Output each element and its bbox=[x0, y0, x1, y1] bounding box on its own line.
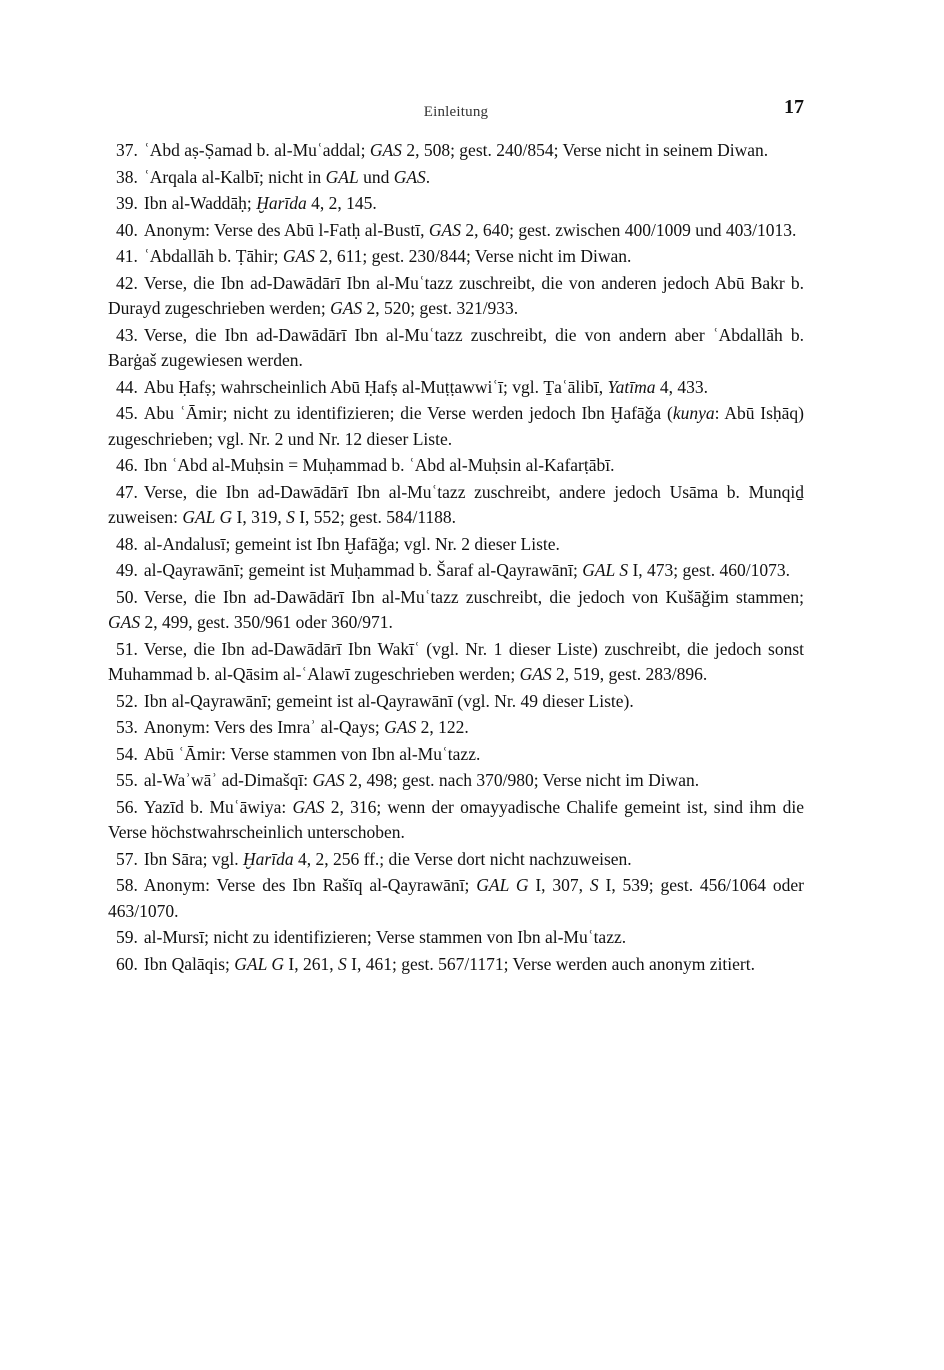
entry-text: 4, 433. bbox=[655, 376, 709, 397]
footnote-entry bbox=[108, 742, 804, 768]
entry-text: . bbox=[425, 166, 431, 187]
entry-text: I, 539; gest. 456/1064 oder 463/1070. bbox=[108, 875, 804, 921]
entry-text: al-Qayrawānī; gemeint ist Muḥammad b. Šaraf al-Qayrawānī; bbox=[143, 560, 583, 580]
running-head: Einleitung bbox=[423, 104, 489, 120]
entry-text: 2, 499, gest. 350/961 oder 360/971. bbox=[140, 612, 393, 632]
entry-number: 47. bbox=[116, 481, 138, 502]
entry-text: Ibn ʿAbd al-Muḥsin = Muḥammad b. ʿAbd al-Muḥsin al-Kafarṭābī. bbox=[143, 455, 615, 475]
entry-italic-text: Ḫarīda bbox=[256, 193, 307, 213]
entry-text: Verse, die Ibn ad-Dawādārī Ibn Wakīʿ (vgl. Nr. 1 dieser Liste) zuschreibt, die jedoch sonst Muhammad b. al-Qāsim al-ʿAlawī zugeschrieben werden; bbox=[108, 638, 804, 684]
entry-text: al-Waʾwāʾ ad-Dimašqī: bbox=[143, 770, 313, 790]
entry-number: 50. bbox=[116, 586, 138, 607]
entry-text: 2, 611; gest. 230/844; Verse nicht im Diwan. bbox=[314, 246, 632, 266]
footnote-entry bbox=[108, 637, 804, 688]
entry-text: 2, 122. bbox=[416, 717, 469, 737]
footnote-entry bbox=[108, 244, 804, 270]
footnote-entry bbox=[108, 401, 804, 452]
entry-number: 55. bbox=[116, 770, 138, 790]
entry-number: 54. bbox=[116, 743, 138, 764]
entry-number: 46. bbox=[116, 455, 138, 475]
entry-text: 2, 519, gest. 283/896. bbox=[551, 664, 708, 684]
entry-text: Abū ʿĀmir: Verse stammen von Ibn al-Muʿtazz. bbox=[143, 743, 481, 764]
entry-number: 41. bbox=[116, 246, 138, 266]
entry-italic-text: GAS bbox=[330, 298, 363, 318]
footnote-entry bbox=[108, 480, 804, 531]
entry-text: Yazīd b. Muʿāwiya: bbox=[143, 796, 293, 817]
entry-text: al-Mursī; nicht zu identifizieren; Verse stammen von Ibn al-Muʿtazz. bbox=[143, 927, 627, 947]
entry-italic-text: GAS bbox=[369, 140, 402, 160]
entry-number: 49. bbox=[116, 560, 138, 580]
entry-text: 2, 498; gest. nach 370/980; Verse nicht im Diwan. bbox=[344, 770, 700, 790]
entry-italic-text: GAS bbox=[519, 664, 552, 684]
entry-italic-text: GAS bbox=[428, 219, 461, 240]
footnote-entry bbox=[108, 271, 804, 322]
entry-text: I, 319, bbox=[232, 507, 287, 527]
footnote-entry bbox=[108, 585, 804, 636]
entry-text: Verse, die Ibn ad-Dawādārī Ibn al-Muʿtazz zuschreibt, andere jedoch Usāma b. Munqiḏ zuweisen: bbox=[108, 481, 804, 527]
entry-number: 40. bbox=[116, 219, 138, 240]
entry-number: 56. bbox=[116, 796, 138, 817]
entry-text: Abu ʿĀmir; nicht zu identifizieren; die Verse werden jedoch Ibn Ḫafāǧa ( bbox=[143, 403, 673, 423]
entry-text: Abu Ḥafṣ; wahrscheinlich Abū Ḥafṣ al-Muṭṭawwiʿī; vgl. Ṯaʿālibī, bbox=[143, 376, 608, 397]
entry-text: 2, 508; gest. 240/854; Verse nicht in seinem Diwan. bbox=[401, 140, 769, 160]
entry-italic-text: GAS bbox=[384, 717, 417, 737]
page-header bbox=[108, 96, 804, 126]
entry-italic-text: Ḫarīda bbox=[243, 848, 294, 869]
entry-number: 52. bbox=[116, 690, 138, 711]
entry-text: Ibn al-Qayrawānī; gemeint ist al-Qayrawānī (vgl. Nr. 49 dieser Liste). bbox=[143, 690, 634, 711]
entry-italic-text: GAS bbox=[108, 612, 141, 632]
footnote-entry bbox=[108, 768, 804, 794]
entry-number: 57. bbox=[116, 848, 138, 869]
entry-text: I, 473; gest. 460/1073. bbox=[628, 560, 790, 580]
entry-number: 37. bbox=[116, 140, 138, 160]
entry-number: 58. bbox=[116, 875, 138, 895]
footnote-entry bbox=[108, 795, 804, 846]
footnote-entry bbox=[108, 323, 804, 374]
entry-text: : Abū Isḥāq) zugeschrieben; vgl. Nr. 2 und Nr. 12 dieser Liste. bbox=[108, 403, 804, 449]
entry-text: I, 261, bbox=[284, 953, 338, 974]
entry-italic-text: GAS bbox=[312, 770, 345, 790]
entry-text: I, 552; gest. 584/1188. bbox=[294, 507, 457, 527]
entry-italic-text: kunya bbox=[672, 403, 715, 423]
footnote-entry bbox=[108, 847, 804, 873]
entry-text: und bbox=[358, 166, 394, 187]
entry-italic-text: Yatīma bbox=[607, 376, 656, 397]
entry-italic-text: GAS bbox=[282, 246, 315, 266]
entry-text: Ibn al-Waddāḥ; bbox=[143, 193, 257, 213]
footnote-entry bbox=[108, 925, 804, 951]
entry-number: 48. bbox=[116, 533, 138, 554]
entry-text: Anonym: Vers des Imraʾ al-Qays; bbox=[143, 717, 385, 737]
footnote-entry bbox=[108, 952, 804, 978]
footnote-entry bbox=[108, 191, 804, 217]
entry-text: I, 461; gest. 567/1171; Verse werden auch anonym zitiert. bbox=[346, 953, 755, 974]
entry-text: ʿAbdallāh b. Ṭāhir; bbox=[143, 246, 283, 266]
footnote-entry bbox=[108, 218, 804, 244]
entry-italic-text: GAS bbox=[292, 796, 325, 817]
entry-text: Verse, die Ibn ad-Dawādārī Ibn al-Muʿtazz zuschreibt, die von andern aber ʿAbdallāh b. Barġaš zugewiesen werden. bbox=[108, 324, 804, 370]
entry-italic-text: GAL G bbox=[476, 875, 529, 895]
entry-text: Ibn Sāra; vgl. bbox=[143, 848, 244, 869]
footnote-entry bbox=[108, 689, 804, 715]
entry-text: ʿAbd aṣ-Ṣamad b. al-Muʿaddal; bbox=[143, 140, 370, 160]
page-number: 17 bbox=[784, 96, 804, 118]
footnote-entry bbox=[108, 453, 804, 479]
entry-italic-text: GAL G bbox=[234, 953, 285, 974]
entry-text: 4, 2, 145. bbox=[306, 193, 377, 213]
footnote-entry bbox=[108, 873, 804, 924]
entry-text: 2, 520; gest. 321/933. bbox=[362, 298, 519, 318]
entry-italic-text: S bbox=[286, 507, 295, 527]
entry-italic-text: GAL G bbox=[182, 507, 233, 527]
footnote-list bbox=[108, 138, 804, 978]
footnote-entry bbox=[108, 375, 804, 401]
entry-text: Anonym: Verse des Ibn Rašīq al-Qayrawānī; bbox=[143, 875, 477, 895]
entry-text: 2, 316; wenn der omayyadische Chalife gemeint ist, sind ihm die Verse höchstwahrscheinlich unterschoben. bbox=[108, 796, 804, 842]
entry-number: 45. bbox=[116, 403, 138, 423]
entry-text: 2, 640; gest. zwischen 400/1009 und 403/1013. bbox=[460, 219, 797, 240]
entry-text: I, 307, bbox=[528, 875, 590, 895]
entry-text: al-Andalusī; gemeint ist Ibn Ḫafāǧa; vgl. Nr. 2 dieser Liste. bbox=[143, 533, 560, 554]
entry-number: 39. bbox=[116, 193, 138, 213]
footnote-entry bbox=[108, 715, 804, 741]
entry-number: 38. bbox=[116, 166, 138, 187]
entry-italic-text: GAS bbox=[393, 166, 426, 187]
entry-number: 59. bbox=[116, 927, 138, 947]
entry-italic-text: GAL S bbox=[582, 560, 629, 580]
entry-number: 60. bbox=[116, 953, 138, 974]
entry-text: Anonym: Verse des Abū l-Fatḥ al-Bustī, bbox=[143, 219, 429, 240]
entry-text: Verse, die Ibn ad-Dawādārī Ibn al-Muʿtazz zuschreibt, die von anderen jedoch Abū Bakr b. Durayd zugeschrieben werden; bbox=[108, 272, 804, 318]
entry-text: 4, 2, 256 ff.; die Verse dort nicht nachzuweisen. bbox=[293, 848, 632, 869]
entry-italic-text: GAL bbox=[325, 166, 359, 187]
footnote-entry bbox=[108, 165, 804, 191]
entry-italic-text: S bbox=[338, 953, 347, 974]
entry-italic-text: S bbox=[589, 875, 599, 895]
entry-number: 44. bbox=[116, 376, 138, 397]
entry-text: Verse, die Ibn ad-Dawādārī Ibn al-Muʿtazz zuschreibt, die jedoch von Kušāǧim stammen; bbox=[143, 586, 804, 607]
footnote-entry bbox=[108, 138, 804, 164]
footnote-entry bbox=[108, 532, 804, 558]
footnote-entry bbox=[108, 558, 804, 584]
entry-number: 53. bbox=[116, 717, 138, 737]
entry-text: Ibn Qalāqis; bbox=[143, 953, 235, 974]
entry-number: 43. bbox=[116, 324, 138, 345]
entry-text: ʿArqala al-Kalbī; nicht in bbox=[143, 166, 326, 187]
entry-number: 51. bbox=[116, 638, 138, 659]
entry-number: 42. bbox=[116, 272, 138, 293]
